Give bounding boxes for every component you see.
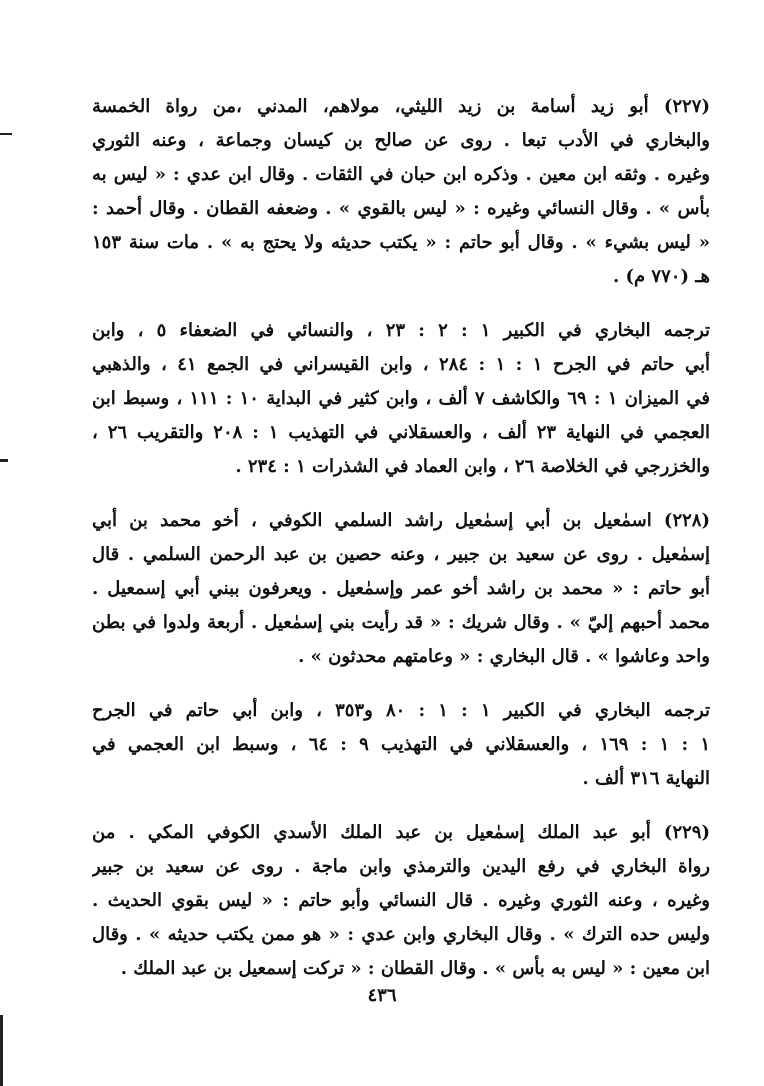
entry-229 xyxy=(92,816,710,986)
text-line: إسمٰعيل . روى عن سعيد بن جبير ، وعنه حصين بن عبد الرحمن السلمي . قال xyxy=(92,544,710,565)
text-line: ترجمه البخاري في الكبير ١ : ٢ : ٢٣ ، والنسائي في الضعفاء ٥ ، وابن xyxy=(92,320,710,341)
paragraph-gap xyxy=(92,294,710,314)
scan-edge-mark xyxy=(0,133,12,135)
paragraph-gap xyxy=(92,796,710,816)
text-line: بأس » . وقال النسائي وغيره : « ليس بالقوي » . وضعفه القطان . وقال أحمد : xyxy=(92,198,710,219)
text-line: واحد وعاشوا » . قال البخاري : « وعامتهم محدثون » . xyxy=(298,646,710,667)
entry-228 xyxy=(92,504,710,674)
text-line: (٢٢٧) أبو زيد أسامة بن زيد الليثي، مولاهم، المدني ،من رواة الخمسة xyxy=(92,96,710,117)
text-line: محمد أحبهم إليّ » . وقال شريك : « قد رأيت بني إسمٰعيل . أربعة ولدوا في بطن xyxy=(92,612,710,633)
paragraph-gap xyxy=(92,674,710,694)
text-line: العجمي في النهاية ٢٣ ألف ، والعسقلاني في التهذيب ١ : ٢٠٨ والتقريب ٢٦ ، xyxy=(92,422,710,443)
text-line: أبي حاتم في الجرح ١ : ١ : ٢٨٤ ، وابن القيسراني في الجمع ٤١ ، والذهبي xyxy=(92,354,710,375)
text-line: ترجمه البخاري في الكبير ١ : ١ : ٨٠ و٣٥٣ ، وابن أبي حاتم في الجرح xyxy=(92,700,710,721)
text-line: (٢٢٨) اسمٰعيل بن أبي إسمٰعيل راشد السلمي الكوفي ، أخو محمد بن أبي xyxy=(92,510,710,531)
text-line: هـ (٧٧٠ م) . xyxy=(612,266,710,287)
text-line: ابن معين : « ليس به بأس » . وقال القطان : « تركت إسمعيل بن عبد الملك . xyxy=(120,958,710,979)
text-line: أبو حاتم : « محمد بن راشد أخو عمر وإسمٰعيل . ويعرفون ببني أبي إسمعيل . xyxy=(92,578,710,599)
scan-edge-mark xyxy=(0,459,8,462)
text-line: رواة البخاري في رفع اليدين والترمذي وابن ماجة . روى عن سعيد بن جبير xyxy=(92,856,710,877)
text-line: وليس حده الترك » . وقال البخاري وابن عدي : « هو ممن يكتب حديثه » . وقال xyxy=(92,924,710,945)
text-line: النهاية ٣١٦ ألف . xyxy=(582,768,710,789)
text-line: (٢٢٩) أبو عبد الملك إسمٰعيل بن عبد الملك الأسدي الكوفي المكي . من xyxy=(92,822,710,843)
page-body xyxy=(92,90,710,986)
text-line: والبخاري في الأدب تبعا . روى عن صالح بن كيسان وجماعة ، وعنه الثوري xyxy=(92,130,710,151)
text-line: والخزرجي في الخلاصة ٢٦ ، وابن العماد في الشذرات ١ : ٢٣٤ . xyxy=(235,456,710,477)
entry-227 xyxy=(92,90,710,294)
paragraph-gap xyxy=(92,484,710,504)
references-227 xyxy=(92,314,710,484)
text-line: وغيره . وثقه ابن معين . وذكره ابن حبان في الثقات . وقال ابن عدي : « ليس به xyxy=(92,164,710,185)
page-number: ٤٣٦ xyxy=(367,985,397,1006)
scan-edge-mark xyxy=(0,1015,3,1086)
text-line: وغيره ، وعنه الثوري وغيره . قال النسائي وأبو حاتم : « ليس بقوي الحديث . xyxy=(92,890,710,911)
text-line: « ليس بشيء » . وقال أبو حاتم : « يكتب حديثه ولا يحتج به » . مات سنة ١٥٣ xyxy=(92,232,710,253)
references-228 xyxy=(92,694,710,796)
text-line: ١ : ١ : ١٦٩ ، والعسقلاني في التهذيب ٩ : ٦٤ ، وسبط ابن العجمي في xyxy=(92,734,710,755)
text-line: في الميزان ١ : ٦٩ والكاشف ٧ ألف ، وابن كثير في البداية ١٠ : ١١١ ، وسبط ابن xyxy=(92,388,710,409)
